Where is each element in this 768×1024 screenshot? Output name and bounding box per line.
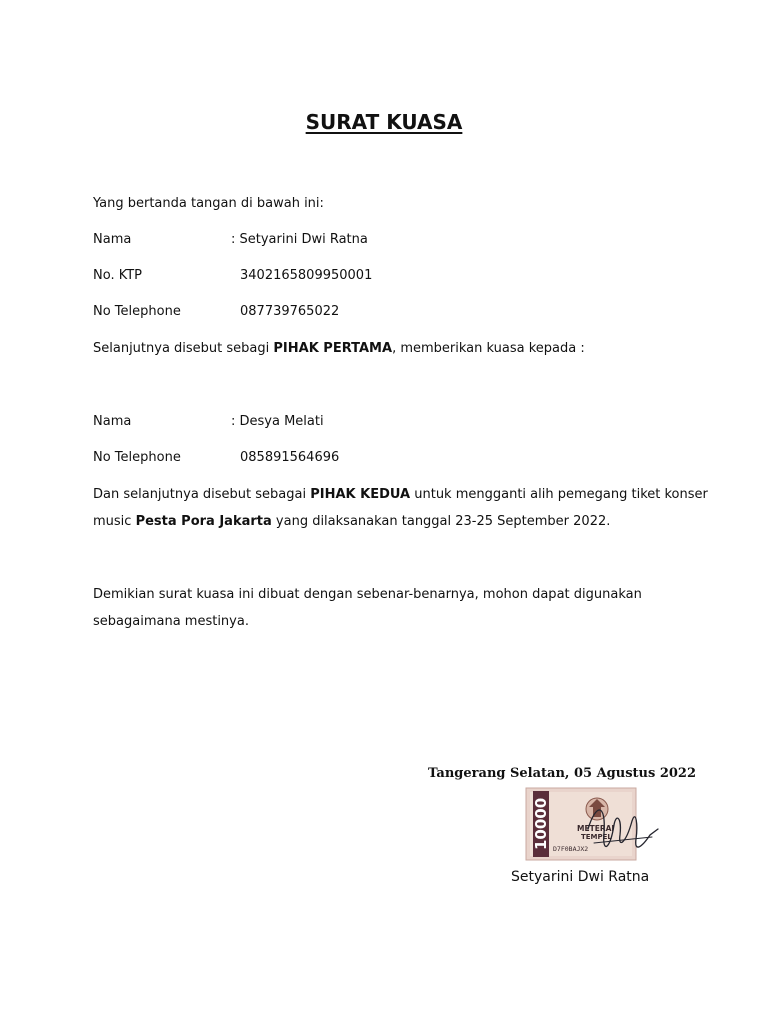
second-party-statement-line2	[93, 515, 610, 528]
stamp-label-top: METERAI	[577, 824, 615, 833]
closing-line1: Demikian surat kuasa ini dibuat dengan sebenar-benarnya, mohon dapat digunakan	[93, 587, 642, 602]
first-party-name-value: : Setyarini Dwi Ratna	[231, 232, 368, 247]
stamp-serial: D7F0BAJX2	[553, 845, 589, 853]
handwritten-signature	[580, 795, 660, 865]
statement-line2-bold: Pesta Pora Jakarta	[135, 514, 272, 529]
first-party-name-label: Nama	[93, 232, 132, 247]
stamp-label-bottom: TEMPEL	[581, 833, 612, 841]
statement-line1-pre: Dan selanjutnya disebut sebagai	[93, 487, 311, 502]
second-party-name-value: : Desya Melati	[231, 414, 324, 429]
intro-text: Yang bertanda tangan di bawah ini:	[93, 196, 324, 211]
second-party-name-label: Nama	[93, 414, 132, 429]
document-title: SURAT KUASA	[305, 110, 463, 134]
signer-name: Setyarini Dwi Ratna	[511, 869, 650, 885]
first-party-ktp-value: 3402165809950001	[240, 268, 373, 283]
closing-line2: sebagaimana mestinya.	[93, 614, 249, 629]
first-party-statement-post: , memberikan kuasa kepada :	[392, 341, 585, 356]
first-party-phone-value: 087739765022	[240, 304, 340, 319]
statement-line1-post: untuk mengganti alih pemegang tiket konser	[410, 487, 708, 502]
statement-line1-bold: PIHAK KEDUA	[310, 487, 411, 502]
statement-line2-post: yang dilaksanakan tanggal 23-25 September 2022.	[271, 514, 611, 529]
first-party-statement-bold: PIHAK PERTAMA	[273, 341, 393, 356]
stamp-value: 10000	[532, 797, 550, 850]
first-party-phone-label: No Telephone	[93, 304, 181, 319]
first-party-statement	[93, 342, 585, 355]
second-party-phone-value: 085891564696	[240, 450, 340, 465]
second-party-statement-line1	[93, 488, 708, 501]
first-party-statement-pre: Selanjutnya disebut sebagi	[93, 341, 274, 356]
second-party-phone-label: No Telephone	[93, 450, 181, 465]
place-date: Tangerang Selatan, 05 Agustus 2022	[428, 766, 697, 781]
first-party-ktp-label: No. KTP	[93, 268, 143, 283]
statement-line2-pre: music	[93, 514, 136, 529]
